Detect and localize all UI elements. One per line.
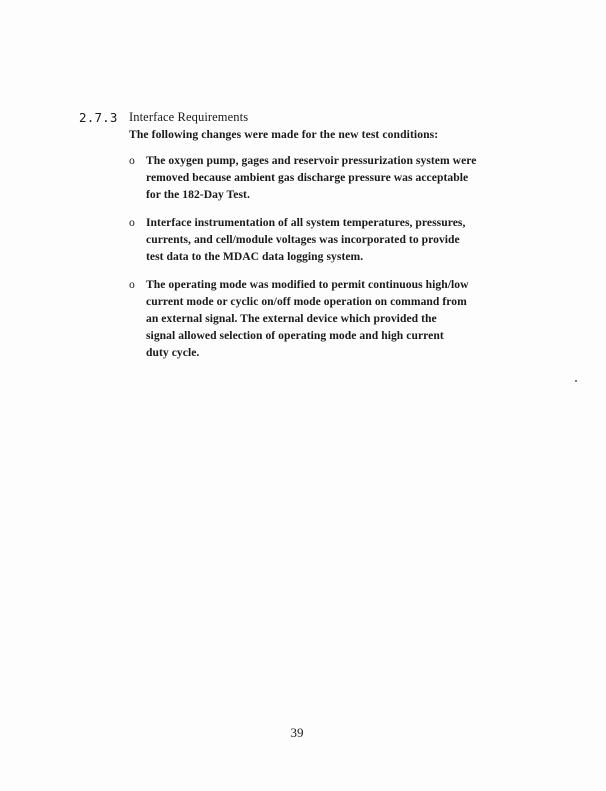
bullet-marker: o [129,216,135,229]
scan-speck [575,380,577,382]
bullet-marker: o [129,154,135,167]
list-item-line: current mode or cyclic on/off mode operation on command from [146,295,467,308]
list-item-line: test data to the MDAC data logging system. [146,250,364,263]
list-item [129,276,549,361]
bullet-marker: o [129,278,135,291]
list-item-line: currents, and cell/module voltages was incorporated to provide [146,233,460,246]
page-number: 39 [290,725,304,740]
list-item-line: The operating mode was modified to permit continuous high/low [146,278,469,291]
list-item-line: duty cycle. [146,346,200,359]
changes-list [129,152,549,372]
list-item-line: Interface instrumentation of all system temperatures, pressures, [146,216,466,229]
list-item-line: signal allowed selection of operating mode and high current [146,329,444,342]
section-title: Interface Requirements [129,110,249,124]
list-item-line: The oxygen pump, gages and reservoir pressurization system were [146,154,477,167]
list-item [129,214,549,265]
section-intro: The following changes were made for the new test conditions: [129,128,439,141]
list-item-line: an external signal. The external device which provided the [146,312,437,325]
list-item-line: for the 182-Day Test. [146,188,250,201]
section-number: 2.7.3 [79,110,118,125]
list-item [129,152,549,203]
list-item-line: removed because ambient gas discharge pressure was acceptable [146,171,469,184]
